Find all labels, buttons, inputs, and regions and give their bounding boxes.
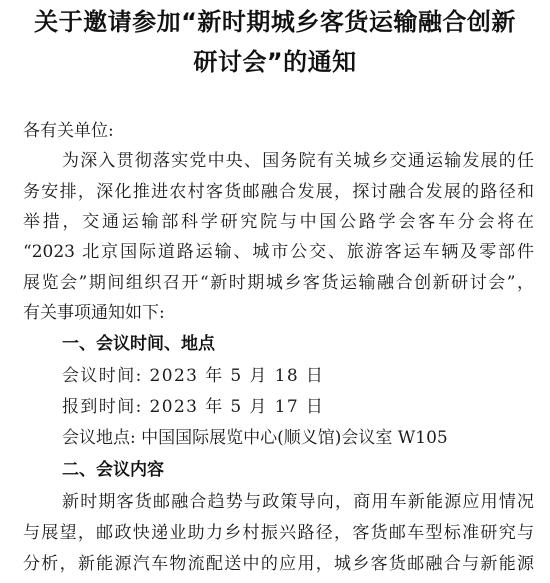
intro-line-5: 展览会”期间组织召开“新时期城乡客货运输融合创新研讨会”， [23,273,534,293]
intro-line-6: 有关事项通知如下: [23,303,165,323]
registration-time: 报到时间: 2023 年 5 月 17 日 [62,397,325,417]
intro-line-2: 务安排，深化推进农村客货邮融合发展，探讨融合发展的路径和 [23,182,534,202]
intro-line-1: 为深入贯彻落实党中央、国务院有关城乡交通运输发展的任 [62,151,534,171]
intro-line-3: 举措，交通运输部科学研究院与中国公路学会客车分会将在 [23,212,534,232]
section-2-heading: 二、会议内容 [62,460,164,480]
section-1-heading: 一、会议时间、地点 [62,334,215,354]
content-line-3: 分析，新能源汽车物流配送中的应用，城乡客货邮融合与新能源 [23,554,534,574]
content-line-2: 与展望，邮政快递业助力乡村振兴路径，客货邮车型标准研究与 [23,523,534,543]
document-title-line-2: 研讨会”的通知 [193,48,357,76]
salutation: 各有关单位: [23,121,114,141]
meeting-time: 会议时间: 2023 年 5 月 18 日 [62,366,325,386]
content-line-1: 新时期客货邮融合趋势与政策导向，商用车新能源应用情况 [62,492,534,512]
meeting-location: 会议地点: 中国国际展览中心(顺义馆)会议室 W105 [62,428,448,448]
intro-line-4: “2023 北京国际道路运输、城市公交、旅游客运车辆及零部件 [23,242,534,262]
document-title-line-1: 关于邀请参加“新时期城乡客货运输融合创新 [34,8,516,36]
